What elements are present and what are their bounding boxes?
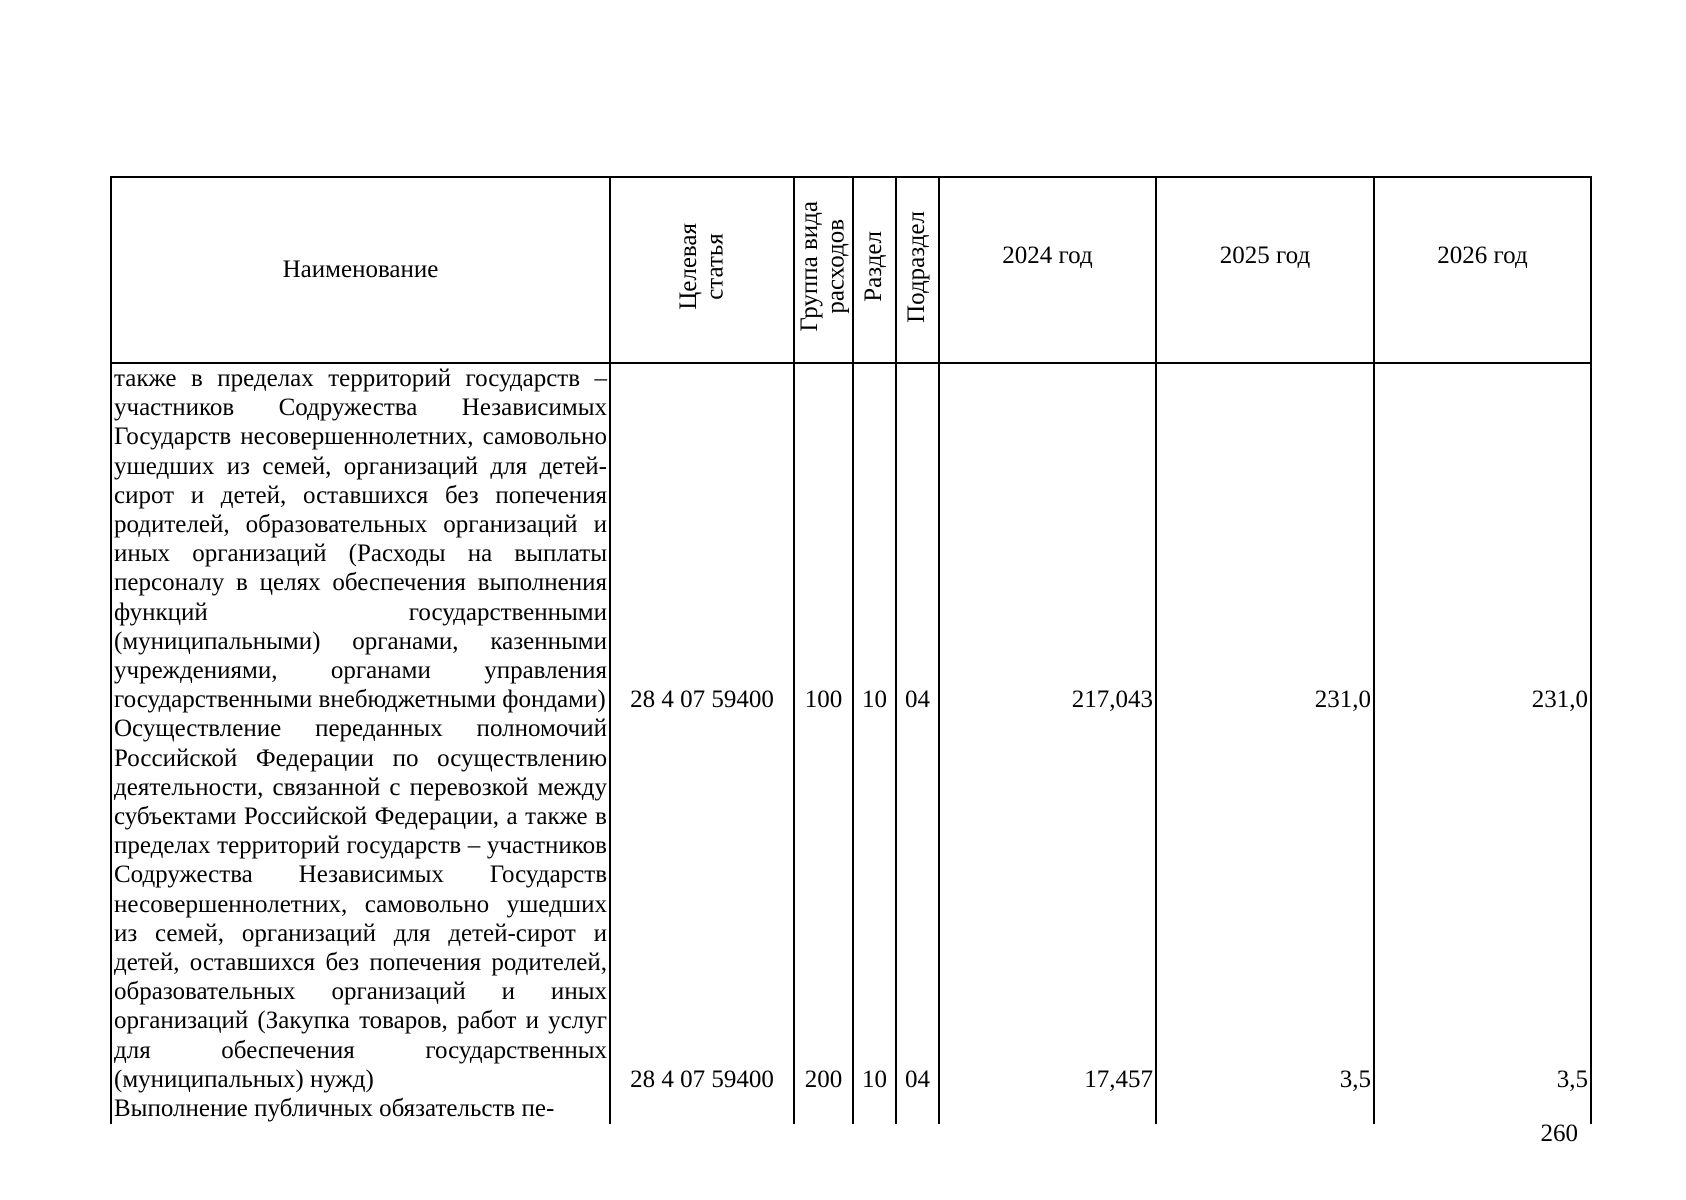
header-year-2024 bbox=[939, 177, 1156, 363]
page-number: 260 bbox=[1540, 1120, 1578, 1147]
row-section-cell bbox=[853, 1094, 896, 1124]
row-value-2024-cell: 17,457 bbox=[939, 714, 1156, 1094]
header-year-2024-label: 2024 год bbox=[1002, 242, 1093, 269]
header-expense-group-label: Группа вида расходов bbox=[796, 201, 850, 332]
header-section-label: Раздел bbox=[860, 231, 888, 302]
row-value-2026-cell: 231,0 bbox=[1374, 363, 1591, 714]
header-year-2026 bbox=[1374, 177, 1591, 363]
row-subsection-cell: 04 bbox=[896, 714, 939, 1094]
row-subsection-cell: 04 bbox=[896, 363, 939, 714]
header-subsection bbox=[896, 177, 939, 363]
row-target-article-cell bbox=[610, 1094, 794, 1124]
row-value-2025-cell: 231,0 bbox=[1156, 363, 1374, 714]
row-section-cell: 10 bbox=[853, 363, 896, 714]
header-year-2026-label: 2026 год bbox=[1437, 242, 1528, 269]
header-name bbox=[111, 177, 610, 363]
header-year-2025 bbox=[1156, 177, 1374, 363]
header-target-article-label: Целевая статья bbox=[674, 223, 728, 310]
header-expense-group bbox=[794, 177, 853, 363]
row-value-2025-cell bbox=[1156, 1094, 1374, 1124]
header-target-article bbox=[610, 177, 794, 363]
row-target-article-cell: 28 4 07 59400 bbox=[610, 363, 794, 714]
row-name-cell: Выполнение публичных обязательств пе- bbox=[111, 1094, 610, 1124]
row-name-cell: Осуществление переданных полномочий Российской Федерации по осуществлению деятельности, связанной с перевозкой между субъектами Российской Федерации, а также в пределах территорий государств – участников Содружества Независимых Государств несовершеннолетних, самовольно ушедших из семей, организаций для детей-сирот и детей, оставшихся без попечения родителей, образовательных организаций и иных организаций (Закупка товаров, работ и услуг для обеспечения государственных (муниципальных) нужд) bbox=[111, 714, 610, 1094]
header-name-label: Наименование bbox=[282, 256, 439, 283]
header-section bbox=[853, 177, 896, 363]
table-row bbox=[111, 363, 1591, 714]
table-row bbox=[111, 1094, 1591, 1124]
row-value-2024-cell bbox=[939, 1094, 1156, 1124]
row-expense-group-cell: 100 bbox=[794, 363, 853, 714]
table-row bbox=[111, 714, 1591, 1094]
table-header-row bbox=[111, 177, 1591, 363]
row-expense-group-cell bbox=[794, 1094, 853, 1124]
row-target-article-cell: 28 4 07 59400 bbox=[610, 714, 794, 1094]
row-name-cell: также в пределах территорий государств – участников Содружества Независимых Государств несовершеннолетних, самовольно ушедших из семей, организаций для детей-сирот и детей, оставшихся без попечения родителей, образовательных организаций и иных организаций (Расходы на выплаты персоналу в целях обеспечения выполнения функций государственными (муниципальными) органами, казенными учреждениями, органами управления государственными внебюджетными фондами) bbox=[111, 363, 610, 714]
header-subsection-label: Подраздел bbox=[903, 210, 931, 323]
row-section-cell: 10 bbox=[853, 714, 896, 1094]
budget-table bbox=[110, 176, 1592, 1124]
row-value-2026-cell: 3,5 bbox=[1374, 714, 1591, 1094]
header-year-2025-label: 2025 год bbox=[1219, 242, 1311, 269]
row-value-2024-cell: 217,043 bbox=[939, 363, 1156, 714]
row-value-2025-cell: 3,5 bbox=[1156, 714, 1374, 1094]
row-subsection-cell bbox=[896, 1094, 939, 1124]
row-expense-group-cell: 200 bbox=[794, 714, 853, 1094]
